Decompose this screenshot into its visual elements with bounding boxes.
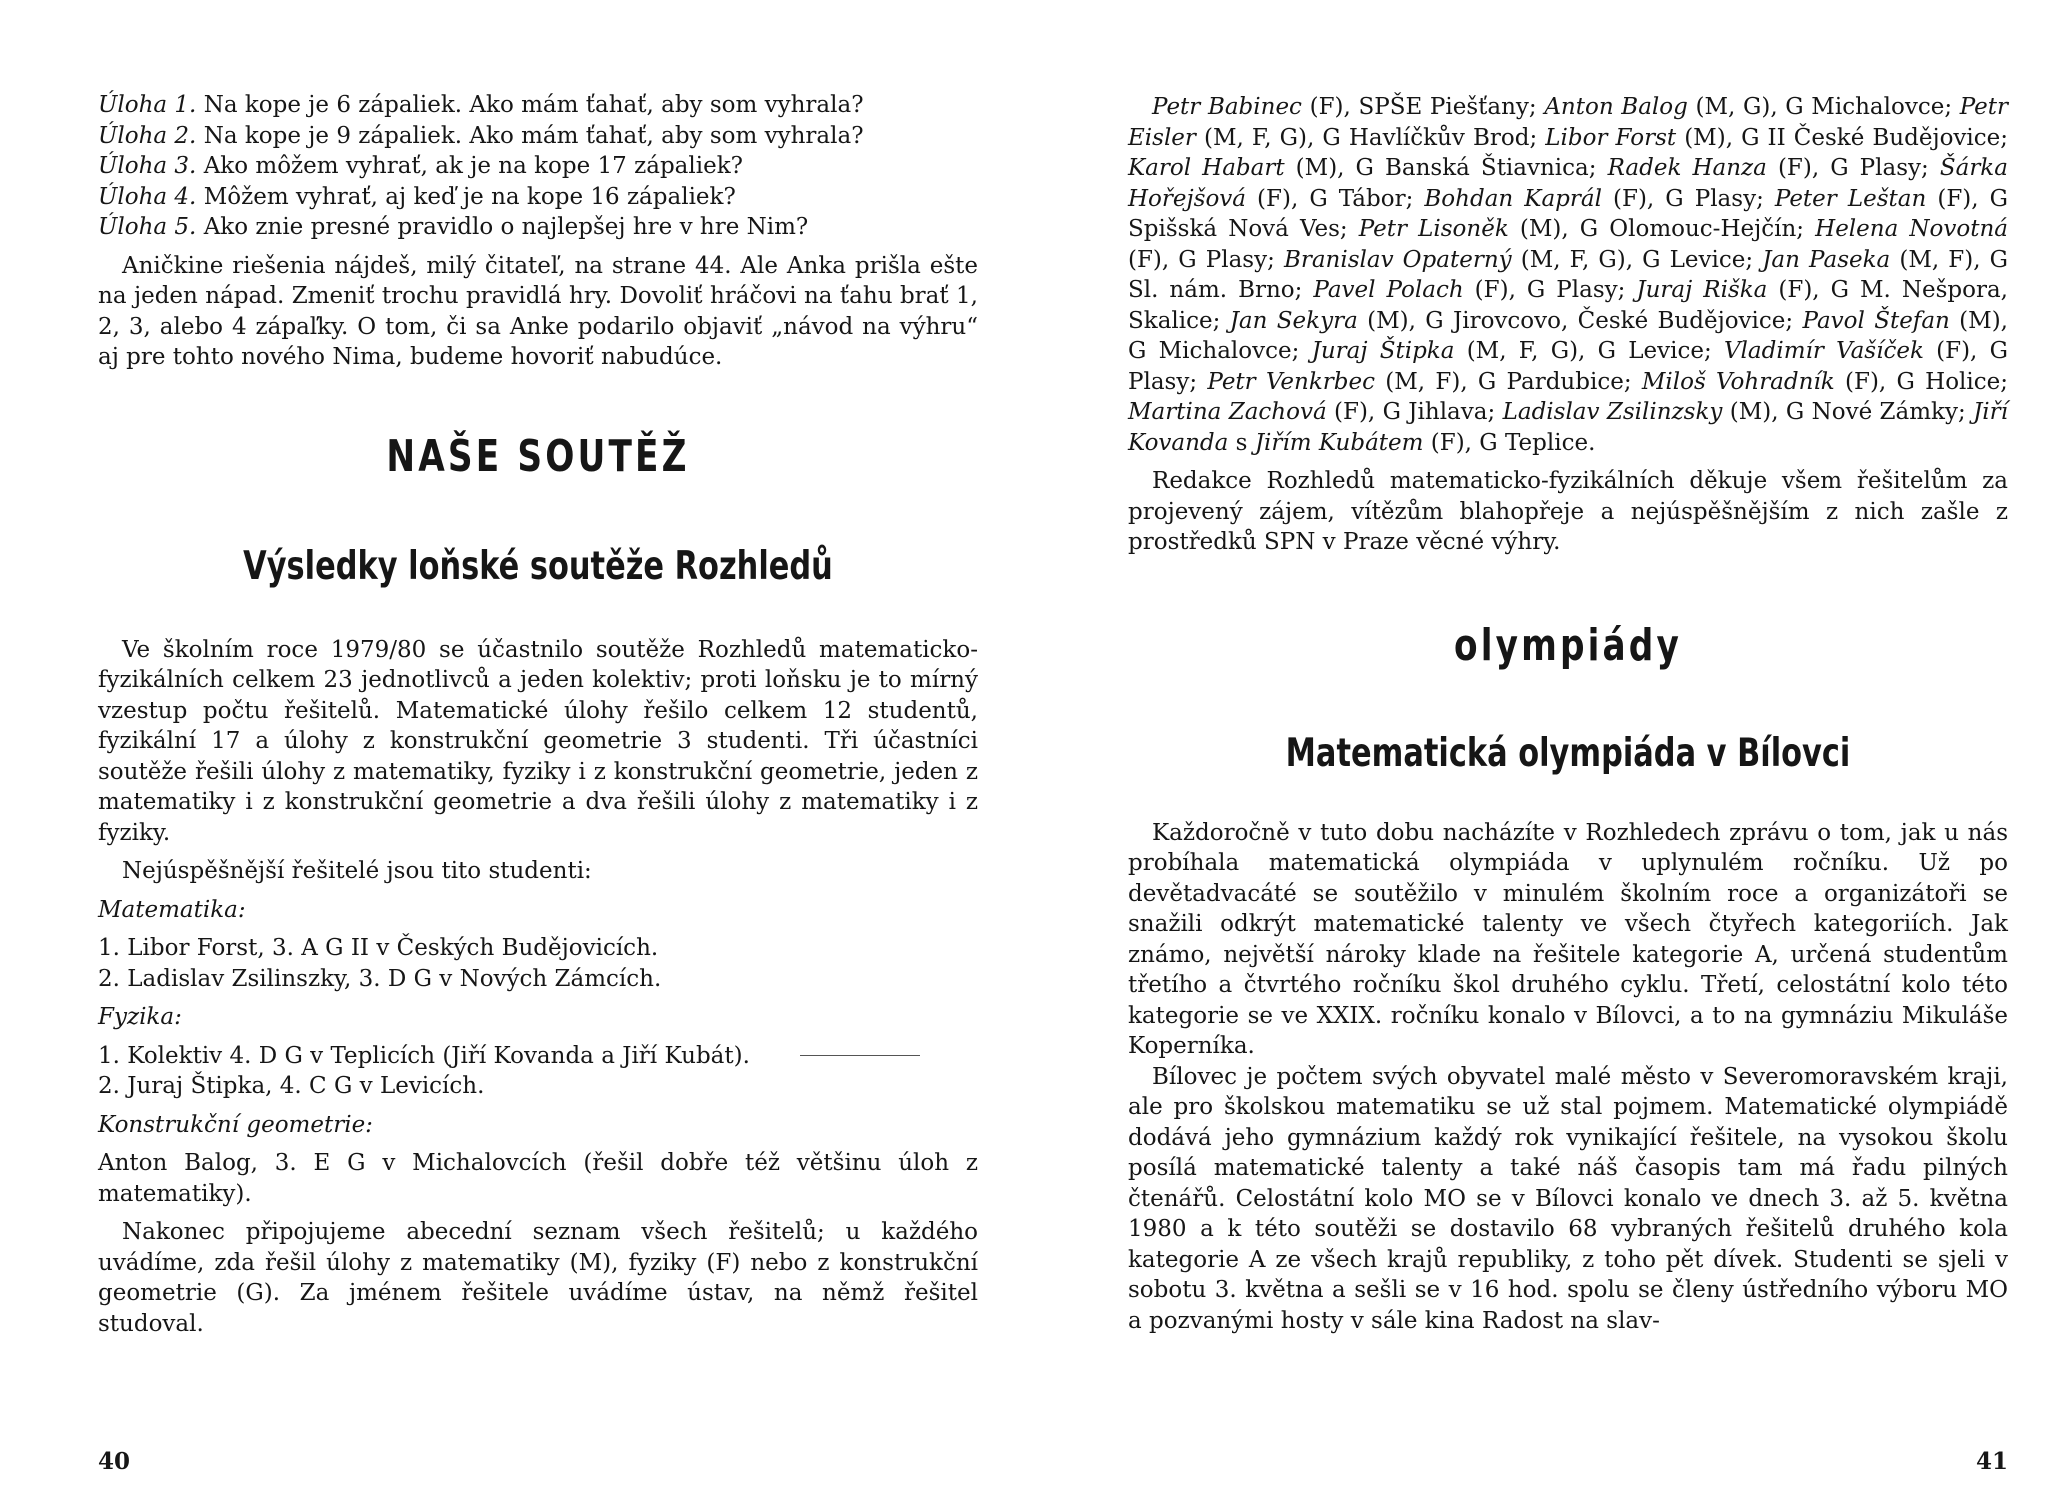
solver-entry [1503,399,1973,425]
solver-name: Petr Eisler [1128,94,2009,151]
intro-paragraph: Ve školním roce 1979/80 se účastnilo soutěže Rozhledů matematicko-fyzikálních celkem 23 jednotlivců a jeden kolektiv; proti loňsku je to mírný vzestup počtu řešitelů. Matematické úlohy řešilo celkem 12 studentů, fyzikální 17 a úlohy z konstrukční geometrie 3 studenti. Tři účastníci soutěže řešili úlohy z matematiky, fyziky i z konstrukční geometrie, jeden z matematiky i z konstrukční geometrie a dva řešili úlohy z matematiky i z fyziky. [98,636,978,846]
article-heading: Výsledky loňské soutěže Rozhledů [243,543,833,589]
solver-info: (M, F, G), G Levice; [1511,246,1763,273]
task-text: Môžem vyhrať, aj keď je na kope 16 zápaliek? [203,183,736,210]
left-page [98,0,978,1500]
solver-info: (F), G Plasy; [1128,246,1284,273]
task-label: Úloha 2. [98,122,197,149]
solver-info: (M), G Olomouc-Hejčín; [1508,216,1816,242]
solver-entry [1608,155,1940,181]
solver-entry [1359,216,1815,242]
solver-entry [1207,369,1641,395]
task-item [98,212,978,243]
anicka-paragraph: Aničkine riešenia nájdeš, milý čitateľ, na strane 44. Ale Anka prišla ešte na jeden nápad. Zmeniť trochu pravidlá hry. Dovoliť hráčovi na ťahu brať 1, 2, 3, alebo 4 zápaľky. O tom, či sa Anke podarilo objaviť „návod na výhru“ aj pre tohto nového Nima, budeme hovoriť nabudúce. [98,252,978,370]
page-number-right: 41 [1975,1448,2008,1475]
solver-name: Petr Lisoněk [1358,216,1509,242]
solver-entry [1152,94,1544,120]
task-label: Úloha 1. [98,92,197,118]
closing-paragraph: Nakonec připojujeme abecední seznam všech řešitelů; u každého uvádíme, zda řešil úlohy z matematiky (M), fyziky (F) nebo z konstrukční geometrie (G). Za jménem řešitele uvádíme ústav, na němž řešitel studoval. [98,1219,978,1337]
solver-info: (F), G Plasy; [1128,338,2008,395]
olympiad-paragraph-1: Každoročně v tuto dobu nacházíte v Rozhledech zprávu o tom, jak u nás probíhala matematická olympiáda v uplynulém ročníku. Už po devětadvacáté se soutěžilo v minulém školním roce a organizátoři se snažili odkrýt matematické talenty ve všech čtyřech kategoriích. Jak známo, největší nároky klade na řešitele kategorie A, určená studentům třetího a čtvrtého ročníku škol druhého cyklu. Třetí, celostátní kolo této kategorie se ve XXIX. ročníku konalo v Bílovci, a to na gymnáziu Mikuláše Koperníka. [1128,819,2008,1059]
task-label: Úloha 3. [98,153,197,179]
solver-info: (M), G Jirovcovo, České Budějovice; [1357,307,1803,334]
solver-list [1128,92,2008,458]
solver-info: (F), G Tábor; [1246,185,1425,212]
solver-entry [1313,277,1636,303]
solver-entry [1128,399,1503,425]
solver-entry [1312,338,1724,364]
solver-name: Juraj Riška [1636,277,1768,303]
solver-name: Libor Forst [1545,124,1677,151]
physics-label: Fyzika: [98,1004,182,1030]
solver-name: Ladislav Zsilinzsky [1502,399,1723,425]
solver-name: Vladimír Vašíček [1723,338,1924,364]
physics-result-wrapper [98,1041,978,1072]
solver-name: Jan Sekyra [1229,307,1358,334]
solver-info: (F), G Spišská Nová Ves; [1128,185,2008,242]
solver-info: (M), G II České Budějovice; [1676,124,2009,151]
task-text: Ako môžem vyhrať, ak je na kope 17 zápaliek? [203,153,743,179]
solver-name: Radek Hanza [1607,155,1767,181]
math-result: 1. Libor Forst, 3. A G II v Českých Budějovicích. [98,935,659,961]
thanks-paragraph: Redakce Rozhledů matematicko-fyzikálních děkuje všem řešitelům za projevený zájem, vítězům blahopřeje a nejúspěšnějším z nich zašle z prostředků SPN v Praze věcné výhry. [1128,468,2008,555]
solver-info: (F), G Plasy; [1766,155,1940,181]
solver-info: (F), SPŠE Piešťany; [1301,94,1545,120]
solver-info: (M, F), G Sl. nám. Brno; [1128,246,2008,303]
task-text: Na kope je 6 zápaliek. Ako mám ťahať, aby som vyhrala? [203,92,864,118]
solver-name: Juraj Štipka [1311,338,1455,364]
task-item [98,90,978,121]
solver-entry [1424,186,1774,212]
solver-info: (M), G Nové Zámky; [1722,399,1974,425]
solver-name: Jiří Kovanda [1128,399,2008,456]
solver-name: Miloš Vohradník [1641,368,1835,395]
task-text: Ako znie presné pravidlo o najlepšej hre v hre Nim? [203,214,809,240]
task-label: Úloha 4. [98,183,197,210]
solver-info: (M), G Banská Štiavnica; [1284,155,1608,181]
task-text: Na kope je 9 zápaliek. Ako mám ťahať, aby som vyhrala? [203,122,864,149]
solver-info: (M), G Michalovce; [1128,307,2008,364]
solver-entry [1544,94,1959,120]
solver-name: Branislav Opaterný [1283,246,1512,273]
section-heading: olympiády [1453,619,1682,671]
physics-result: 1. Kolektiv 4. D G v Teplicích (Jiří Kovanda a Jiří Kubát). [98,1042,750,1069]
solver-name: Bohdan Kaprál [1424,185,1602,212]
right-page [1128,0,2008,1500]
physics-result: 2. Juraj Štipka, 4. C G v Levicích. [98,1073,485,1099]
geometry-label: Konstrukční geometrie: [98,1111,373,1138]
solver-info: (M, F, G), G Havlíčkův Brod; [1195,124,1546,151]
solver-entry [1230,308,1803,334]
solver-entry [1545,125,2008,151]
solver-name: Peter Leštan [1774,185,1927,212]
solver-name: Pavol Štefan [1802,307,1950,334]
solver-name: Petr Venkrbec [1207,368,1376,395]
solver-entry [1284,247,1762,273]
stray-pen-line [800,1055,920,1056]
task-label: Úloha 5. [98,214,197,240]
math-label: Matematika: [98,896,246,923]
task-list [98,90,978,243]
solver-info: (F), G Holice; [1834,368,2008,395]
math-result: 2. Ladislav Zsilinszky, 3. D G v Nových Zámcích. [98,965,662,992]
solver-info: (M, F), G Pardubice; [1375,368,1642,395]
solver-name: Šárka Hořejšová [1128,155,2008,212]
solver-entry [1128,155,1608,181]
solver-name: Helena Novotná [1815,216,2008,242]
solver-info: (M, F, G), G Levice; [1454,338,1724,364]
solver-name: Anton Balog [1544,94,1688,120]
solver-name: Pavel Polach [1313,277,1464,303]
solver-info: (F), G Plasy; [1463,277,1637,303]
geometry-result: Anton Balog, 3. E G v Michalovcích (řešil dobře též většinu úloh z matematiky). [98,1150,978,1207]
task-item [98,151,978,182]
task-item [98,182,978,213]
task-item [98,121,978,152]
section-heading: NAŠE SOUTĚŽ [386,430,690,482]
solver-name: Jiřím Kubátem [1254,429,1424,456]
solver-name: Martina Zachová [1128,399,1327,425]
article-heading: Matematická olympiáda v Bílovci [1285,730,1851,776]
olympiad-paragraph-2: Bílovec je počtem svých obyvatel malé město v Severomoravském kraji, ale pro školskou matematiku se už stal pojmem. Matematické olympiádě dodává jeho gymnázium každý rok vynikající řešitele, na vysokou školu posílá matematické talenty a také náš časopis tam má řadu pilných čtenářů. Celostátní kolo MO se v Bílovci konalo ve dnech 3. až 5. května 1980 a k této soutěži se dostavilo 68 vybraných řešitelů druhého kola kategorie A ze všech krajů republiky, z toho pět dívek. Studenti se sjeli v sobotu 3. května a sešli se v 16 hod. spolu se členy ústředního výboru MO a pozvanými hosty v sále kina Radost na slav- [1128,1063,2008,1334]
page-number-left: 40 [98,1448,131,1475]
solver-name: Petr Babinec [1152,94,1302,120]
solver-info: (F), G M. Nešpora, Skalice; [1128,277,2008,334]
best-solvers-intro: Nejúspěšnější řešitelé jsou tito studenti: [122,858,592,884]
solver-name: Jan Paseka [1762,246,1891,273]
solver-info: (F), G Teplice. [1423,429,1596,456]
solver-info: (F), G Jihlava; [1326,399,1503,425]
solver-info: (M, G), G Michalovce; [1687,94,1960,120]
solver-joiner: s [1228,429,1255,456]
solver-entry [1642,369,2008,395]
solver-info: (F), G Plasy; [1601,185,1775,212]
solver-name: Karol Habart [1128,155,1285,181]
